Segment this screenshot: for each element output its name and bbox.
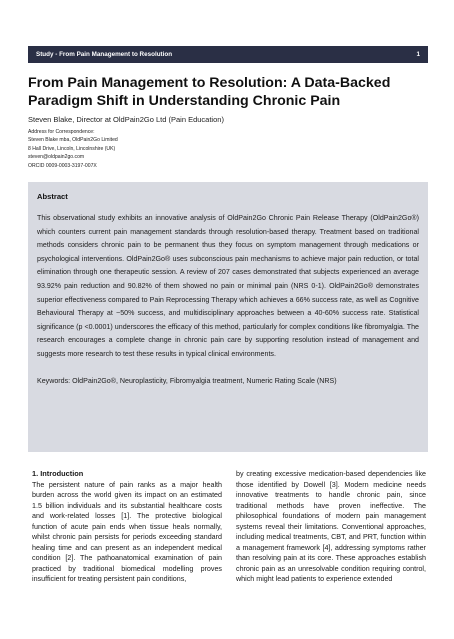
running-title: Study - From Pain Management to Resolution	[36, 51, 173, 58]
page-number: 1	[416, 51, 420, 58]
abstract-box	[28, 182, 428, 452]
introduction-text-right: by creating excessive medication-based dependencies like those identified by Dowell [3]. Modern medicine needs innovative treatments to handle chronic pain, since traditional methods have proven ineffective. The philosophical foundations of modern pain management systems reveal their limitations. Conventional approaches, including medical treatments, CBT, and PRT, function within a management framework [4], addressing symptoms rather than resolving pain at its core. These approaches establish chronic pain as an unresolvable condition requiring control, which might lead patients to experience extended	[236, 470, 426, 583]
abstract-text: This observational study exhibits an innovative analysis of OldPain2Go Chronic Pain Release Therapy (OldPain2Go®) which counters current pain management standards through resolution-based therapy. Treatment based on traditional methods considers chronic pain to be permanent thus they focus on symptom management through medications or psychological interventions. OldPain2Go® uses subconscious pain mechanisms to achieve major pain reduction, or total elimination through one therapeutic session. A review of 207 cases demonstrated that subjects experienced an average 93.92% pain reduction and 90.82% of them showed no pain or minimal pain (NRS 0-1). OldPain2Go® demonstrates superior effectiveness compared to Pain Reprocessing Therapy which achieves a 66% success rate, as well as Cognitive Behavioural Therapy at ~50% success, and multidisciplinary approaches between a 40-60% success rate. Statistical significance (p <0.0001) underscores the efficacy of this method, particularly for complex conditions like fibromyalgia. The research encourages a complete change in chronic pain care by supporting resolution instead of management and suggests more research to test these results in typical clinical environments.	[37, 214, 419, 358]
correspondence-block	[28, 128, 428, 170]
body-column-left	[32, 469, 222, 585]
running-header-bar	[28, 46, 428, 63]
correspondence-email[interactable]: steven@oldpain2go.com	[28, 154, 85, 161]
introduction-text-left: The persistent nature of pain ranks as a major health burden across the world given its impact on an estimated 1.5 billion individuals and its substantial healthcare costs and work-related losses [1]. The protective biological function of acute pain ends when tissue heals normally, whilst chronic pain persists for periods exceeding standard healing time and can present as an independent medical condition [2]. The pathoanatomical examination of pain practiced by traditional biomedical modelling proves insufficient for treating persistent pain conditions,	[32, 480, 222, 583]
correspondence-orcid: ORCID 0009-0003-3197-007X	[28, 162, 97, 169]
correspondence-address: 8 Hall Drive, Lincoln, Lincolnshire (UK)	[28, 145, 116, 152]
keywords-line: Keywords: OldPain2Go®, Neuroplasticity, Fibromyalgia treatment, Numeric Rating Scale (NRS)	[37, 376, 337, 385]
correspondence-heading: Address for Correspondence:	[28, 129, 95, 135]
body-column-right	[236, 469, 426, 585]
section-heading-introduction: 1. Introduction	[32, 469, 84, 478]
paper-title: From Pain Management to Resolution: A Data-Backed Paradigm Shift in Understanding Chronic Pain	[28, 75, 391, 109]
correspondence-name: Steven Blake mba, OldPain2Go Limited	[28, 137, 118, 144]
abstract-heading: Abstract	[37, 192, 68, 201]
author-line: Steven Blake, Director at OldPain2Go Ltd (Pain Education)	[28, 115, 224, 124]
